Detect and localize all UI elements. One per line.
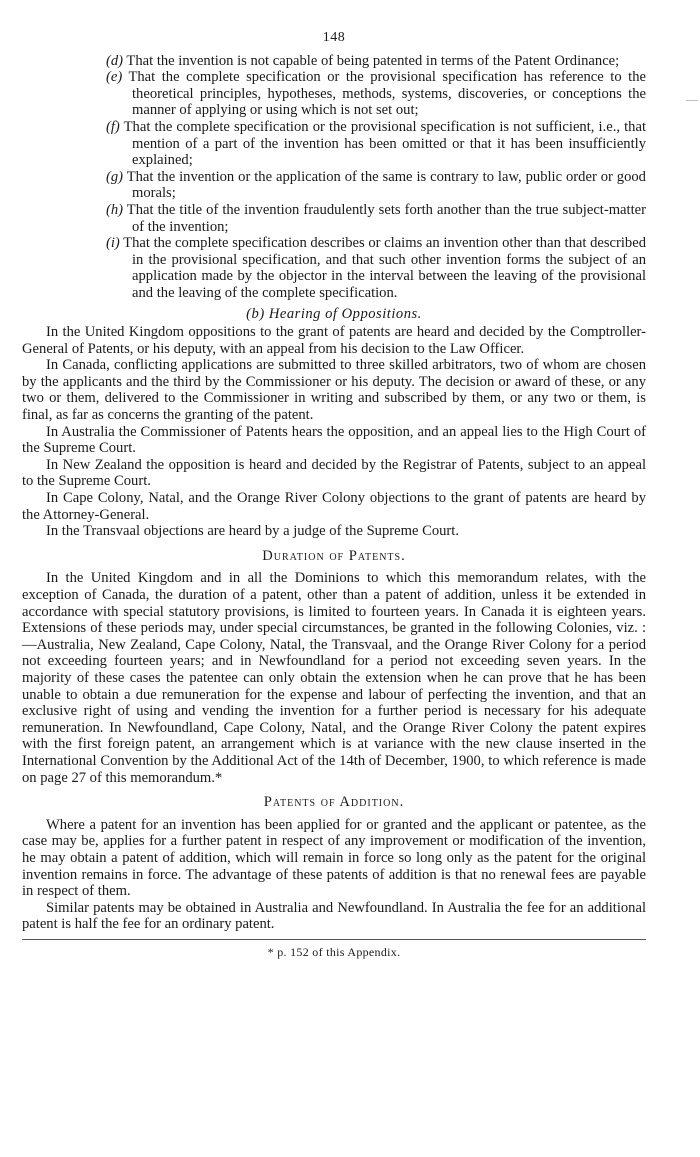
footnote: * p. 152 of this Appendix.: [267, 944, 401, 959]
item-text: That the invention is not capable of being patented in terms of the Patent Ordinance;: [126, 52, 620, 69]
ground-item-e: [22, 69, 646, 119]
ground-item-f: [22, 119, 646, 169]
page-number: 148: [322, 30, 346, 45]
hearing-paragraph-uk: In the United Kingdom oppositions to the grant of patents are heard and decided by the Comptroller-General of Patents, or his deputy, with an appeal from his decision to the Law Officer.: [22, 324, 646, 357]
hearing-paragraph-australia: In Australia the Commissioner of Patents hears the opposition, and an appeal lies to the High Court of the Supreme Court.: [22, 423, 646, 457]
item-letter: (d): [106, 52, 124, 69]
ground-item-g: [22, 169, 646, 202]
ground-item-i: [22, 235, 646, 301]
item-text: That the complete specification or the provisional specification has reference to the theoretical principles, hypotheses, methods, systems, discoveries, or conceptions the manner of applying or using which is not set out;: [128, 69, 646, 119]
addition-paragraph-similar: Similar patents may be obtained in Australia and Newfoundland. In Australia the fee for an additional patent is half the fee for an ordinary patent.: [22, 899, 646, 933]
grounds-list: [22, 53, 646, 302]
ground-item-h: [22, 202, 646, 235]
item-letter: (f): [106, 118, 120, 135]
item-text: That the complete specification describes or claims an invention other than that described in the provisional specification, and that such other invention forms the subject of an application made by the objector in the interval between the leaving of the provisional and the leaving of the complete specification.: [123, 235, 646, 301]
addition-heading: Patents of Addition.: [263, 794, 405, 811]
duration-heading: Duration of Patents.: [262, 547, 406, 564]
duration-paragraph: In the United Kingdom and in all the Dominions to which this memorandum relates, with the exception of Canada, the duration of a patent, other than a patent of addition, unless it be extended in accordance with special statutory provisions, is limited to fourteen years. In Canada it is eighteen years. Extensions of these periods may, under special circumstances, be granted in the following Colonies, viz. :—Australia, New Zealand, Cape Colony, Natal, the Transvaal, and the Orange River Colony for a period not exceeding fourteen years; and in Newfoundland for a period not exceeding seven years. In the majority of these cases the patentee can only obtain the extension when he can prove that he has been unable to obtain a due remuneration for the expense and labour of perfecting the invention, and that an exclusive right of using and vending the invention for a further period is necessary for his adequate remuneration. In Newfoundland, Cape Colony, Natal, and the Orange River Colony the patent expires with the first foreign patent, an arrangement which is at variance with the new clause inserted in the International Convention by the Additional Act of the 14th of December, 1900, to which reference is made on page 27 of this memorandum.*: [22, 570, 646, 786]
document-page: [22, 30, 646, 960]
footnote-rule: [22, 939, 646, 940]
item-letter: (i): [106, 235, 120, 252]
item-letter: (g): [106, 168, 124, 185]
hearing-paragraph-cape-colony: In Cape Colony, Natal, and the Orange River Colony objections to the grant of patents are heard by the Attorney-General.: [22, 490, 646, 523]
hearing-heading: (b) Hearing of Oppositions.: [246, 305, 422, 322]
item-letter: (e): [106, 69, 123, 86]
addition-paragraph-main: Where a patent for an invention has been applied for or granted and the applicant or patentee, as the case may be, applies for a further patent in respect of any improvement or modification of the invention, he may obtain a patent of addition, which will remain in force so long only as the patent for the original invention remains in force. The advantage of these patents of addition is that no renewal fees are payable in respect of them.: [22, 816, 646, 900]
item-letter: (h): [106, 201, 124, 218]
hearing-paragraph-transvaal: In the Transvaal objections are heard by a judge of the Supreme Court.: [46, 523, 459, 540]
margin-tick-mark: —: [686, 92, 698, 106]
item-text: That the invention or the application of the same is contrary to law, public order or good morals;: [126, 168, 646, 202]
hearing-paragraph-canada: In Canada, conflicting applications are submitted to three skilled arbitrators, two of whom are chosen by the applicants and the third by the Commissioner or his deputy. The decision or award of these, or any two or them, delivered to the Commissioner in writing and subscribed by them, or any two or them, is final, as far as concerns the granting of the patent.: [22, 357, 646, 424]
item-text: That the title of the invention fraudulently sets forth another than the true subject-matter of the invention;: [126, 201, 646, 235]
hearing-paragraph-new-zealand: In New Zealand the opposition is heard and decided by the Registrar of Patents, subject to an appeal to the Supreme Court.: [22, 456, 646, 490]
item-text: That the complete specification or the provisional specification is not sufficient, i.e., that mention of a part of the invention has been omitted or that it has been insufficiently explained;: [123, 118, 646, 169]
ground-item-d: [22, 53, 646, 70]
